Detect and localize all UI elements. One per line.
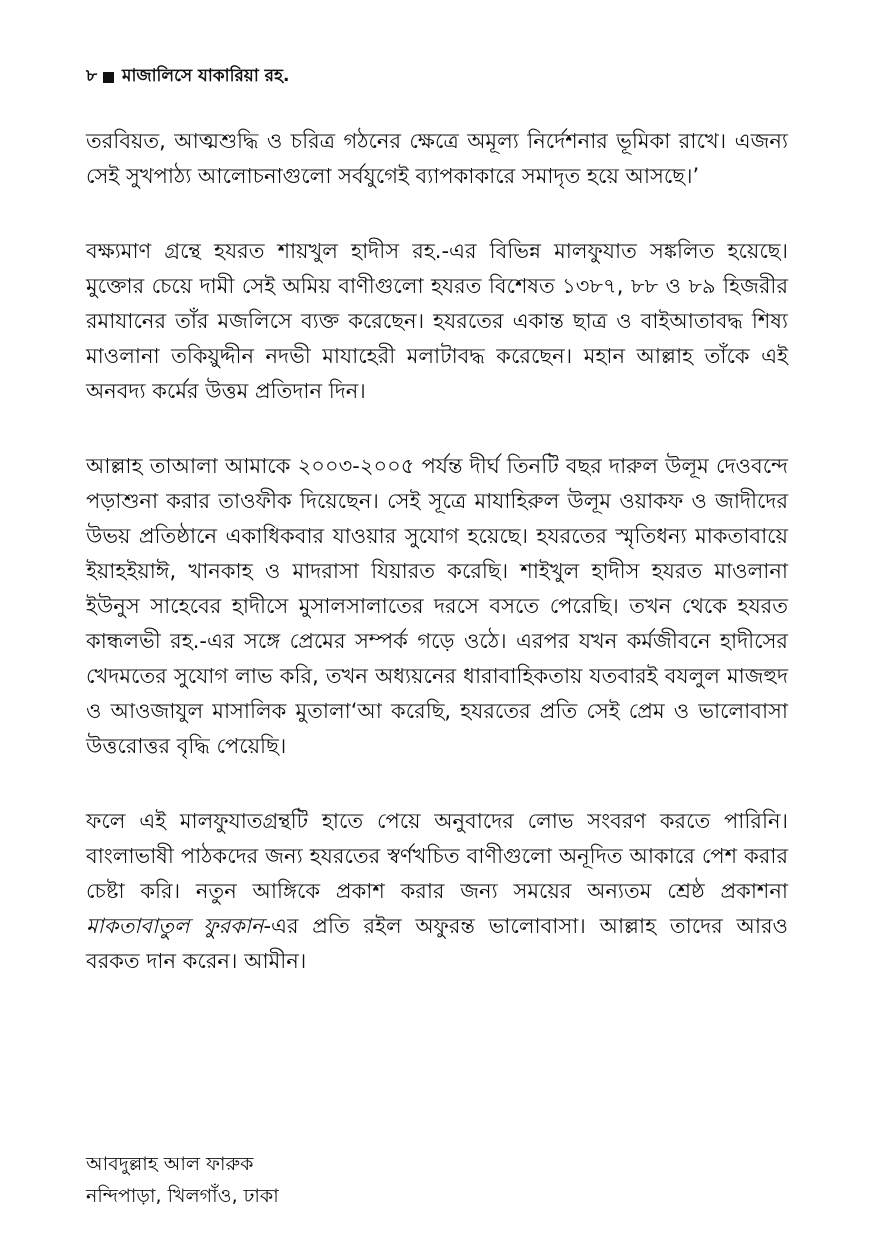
paragraph-about-book: বক্ষ্যমাণ গ্রন্থে হযরত শায়খুল হাদীস রহ.-এর বিভিন্ন মালফুযাত সঙ্কলিত হয়েছে। মুক্তোর চেয়ে দামী সেই অমিয় বাণীগুলো হযরত বিশেষত ১৩৮৭, ৮৮ ও ৮৯ হিজরীর রমাযানের তাঁর মজলিসে ব্যক্ত করেছেন। হযরতের একান্ত ছাত্র ও বাইআতাবদ্ধ শিষ্য মাওলানা তকিয়ুদ্দীন নদভী মাযাহেরী মলাটাবদ্ধ করেছেন। মহান আল্লাহ তাঁকে এই অনবদ্য কর্মের উত্তম প্রতিদান দিন। xyxy=(86,239,788,403)
paragraph-translation-text-after: -এর প্রতি রইল অফুরন্ত ভালোবাসা। আল্লাহ তাদের আরও বরকত দান করেন। আমীন। xyxy=(86,914,788,973)
paragraph-translation xyxy=(86,804,788,979)
author-location: নন্দিপাড়া, খিলগাঁও, ঢাকা xyxy=(86,1185,279,1207)
signature-block xyxy=(86,1148,786,1212)
separator-square-icon xyxy=(103,72,114,83)
paragraph-continuation: তরবিয়ত, আত্মশুদ্ধি ও চরিত্র গঠনের ক্ষেত্রে অমূল্য নির্দেশনার ভূমিকা রাখে। এজন্য সেই সুখপাঠ্য আলোচনাগুলো সর্বযুগেই ব্যাপকাকারে সমাদৃত হয়ে আসছে।’ xyxy=(86,129,788,188)
paragraph-deoband: আল্লাহ তাআলা আমাকে ২০০৩-২০০৫ পর্যন্ত দীর্ঘ তিনটি বছর দারুল উলূম দেওবন্দে পড়াশুনা করার তাওফীক দিয়েছেন। সেই সূত্রে মাযাহিরুল উলূম ওয়াকফ ও জাদীদের উভয় প্রতিষ্ঠানে একাধিকবার যাওয়ার সুযোগ হয়েছে। হযরতের স্মৃতিধন্য মাকতাবায়ে ইয়াহইয়াঈ, খানকাহ ও মাদরাসা যিয়ারত করেছি। শাইখুল হাদীস হযরত মাওলানা ইউনুস সাহেবের হাদীসে মুসালসালাতের দরসে বসতে পেরেছি। তখন থেকে হযরত কান্ধলভী রহ.-এর সঙ্গে প্রেমের সম্পর্ক গড়ে ওঠে। এরপর যখন কর্মজীবনে হাদীসের খেদমতের সুযোগ লাভ করি, তখন অধ্যয়নের ধারাবাহিকতায় যতবারই বযলুল মাজহুদ ও আওজাযুল মাসালিক মুতালা‘আ করেছি, হযরতের প্রতি সেই প্রেম ও ভালোবাসা উত্তরোত্তর বৃদ্ধি পেয়েছি। xyxy=(86,454,788,758)
running-head xyxy=(86,62,289,92)
publisher-name: মাকতাবাতুল ফুরকান xyxy=(86,914,264,938)
page-body xyxy=(86,124,788,1019)
author-name: আবদুল্লাহ আল ফারুক xyxy=(86,1153,254,1175)
page-number: ৮ xyxy=(86,66,98,86)
paragraph-translation-text-before: ফলে এই মালফুযাতগ্রন্থটি হাতে পেয়ে অনুবাদের লোভ সংবরণ করতে পারিনি। বাংলাভাষী পাঠকদের জন্য হযরতের স্বর্ণখচিত বাণীগুলো অনূদিত আকারে পেশ করার চেষ্টা করি। নতুন আঙ্গিকে প্রকাশ করার জন্য সময়ের অন্যতম শ্রেষ্ঠ প্রকাশনা xyxy=(86,809,788,903)
book-title: মাজালিসে যাকারিয়া রহ. xyxy=(122,66,290,86)
